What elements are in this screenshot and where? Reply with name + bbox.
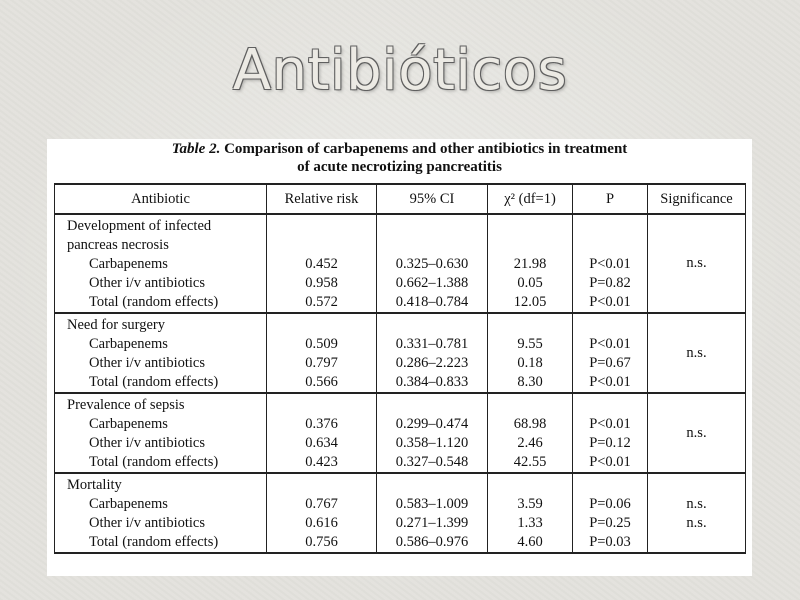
relative-risk-value: 0.509	[305, 336, 338, 352]
chi-square-value: 2.46	[517, 435, 543, 451]
spacer	[488, 236, 572, 255]
spacer	[488, 217, 572, 236]
confidence-interval-value: 0.586–0.976	[395, 534, 469, 550]
p-value-value: P=0.03	[589, 534, 631, 550]
relative-risk-value: 0.767	[305, 496, 338, 512]
confidence-interval-cell	[377, 313, 488, 393]
antibiotic-name: Total (random effects)	[89, 534, 219, 550]
antibiotic-name: Other i/v antibiotics	[89, 515, 205, 531]
p-value-value: P=0.25	[589, 515, 631, 531]
spacer	[377, 236, 487, 255]
caption-label: Table 2.	[171, 141, 221, 157]
group-title: Prevalence of sepsis	[67, 397, 185, 413]
antibiotic-cell	[55, 393, 267, 473]
spacer	[267, 476, 376, 495]
p-value-value: P=0.82	[589, 275, 631, 291]
confidence-interval-value: 0.418–0.784	[395, 294, 469, 310]
antibiotic-name: Total (random effects)	[89, 454, 219, 470]
chi-square-cell	[488, 393, 573, 473]
chi-square-value: 12.05	[513, 294, 547, 310]
p-value-value: P<0.01	[589, 454, 631, 470]
confidence-interval-value: 0.583–1.009	[395, 496, 469, 512]
p-value-value: P=0.67	[589, 355, 631, 371]
confidence-interval-value: 0.327–0.548	[395, 454, 469, 470]
spacer	[573, 476, 647, 495]
chi-square-lines	[488, 394, 572, 472]
antibiotic-name: Other i/v antibiotics	[89, 355, 205, 371]
p-value-value: P<0.01	[589, 374, 631, 390]
spacer	[488, 316, 572, 335]
antibiotic-name: Carbapenems	[89, 336, 168, 352]
relative-risk-lines	[267, 394, 376, 472]
confidence-interval-cell	[377, 214, 488, 313]
table-row	[55, 313, 746, 393]
chi-square-lines	[488, 474, 572, 552]
relative-risk-cell	[267, 393, 377, 473]
p-value-lines	[573, 215, 647, 312]
significance-value: n.s.	[686, 496, 707, 512]
relative-risk-value: 0.572	[305, 294, 338, 310]
group-title: Development of infected	[67, 218, 212, 234]
spacer	[648, 476, 745, 495]
antibiotic-cell	[55, 214, 267, 313]
antibiotic-cell	[55, 473, 267, 553]
chi-square-value: 9.55	[517, 336, 543, 352]
table-body	[55, 214, 746, 553]
table-figure	[47, 139, 752, 576]
group-title: pancreas necrosis	[67, 237, 169, 253]
header-antibiotic: Antibiotic	[55, 184, 267, 214]
significance-cell	[648, 473, 746, 553]
p-value-value: P<0.01	[589, 416, 631, 432]
group-title: Need for surgery	[67, 317, 165, 333]
p-value-value: P=0.12	[589, 435, 631, 451]
confidence-interval-value: 0.286–2.223	[395, 355, 469, 371]
spacer	[573, 217, 647, 236]
spacer	[267, 236, 376, 255]
chi-square-value: 1.33	[517, 515, 543, 531]
confidence-interval-cell	[377, 473, 488, 553]
relative-risk-value: 0.634	[305, 435, 338, 451]
header-p: P	[573, 184, 648, 214]
header-relative-risk: Relative risk	[267, 184, 377, 214]
antibiotic-name: Other i/v antibiotics	[89, 435, 205, 451]
confidence-interval-cell	[377, 393, 488, 473]
chi-square-value: 68.98	[513, 416, 547, 432]
p-value-lines	[573, 474, 647, 552]
relative-risk-lines	[267, 314, 376, 392]
confidence-interval-value: 0.358–1.120	[395, 435, 469, 451]
p-value-lines	[573, 314, 647, 392]
confidence-interval-lines	[377, 474, 487, 552]
spacer	[377, 217, 487, 236]
spacer	[377, 396, 487, 415]
caption-text-1: Comparison of carbapenems and other antibiotics in treatment	[224, 141, 628, 157]
confidence-interval-value: 0.662–1.388	[395, 275, 469, 291]
chi-square-cell	[488, 473, 573, 553]
antibiotic-name: Carbapenems	[89, 256, 168, 272]
relative-risk-value: 0.566	[305, 374, 338, 390]
table-row	[55, 393, 746, 473]
p-value-value: P<0.01	[589, 256, 631, 272]
confidence-interval-value: 0.299–0.474	[395, 416, 469, 432]
relative-risk-value: 0.797	[305, 355, 338, 371]
significance-cell	[648, 214, 746, 313]
antibiotic-name: Carbapenems	[89, 496, 168, 512]
relative-risk-value: 0.616	[305, 515, 338, 531]
relative-risk-cell	[267, 473, 377, 553]
chi-square-value: 0.05	[517, 275, 543, 291]
antibiotic-lines	[55, 474, 266, 552]
antibiotic-name: Carbapenems	[89, 416, 168, 432]
header-ci: 95% CI	[377, 184, 488, 214]
antibiotic-lines	[55, 215, 266, 312]
spacer	[267, 217, 376, 236]
confidence-interval-value: 0.331–0.781	[395, 336, 469, 352]
relative-risk-cell	[267, 313, 377, 393]
antibiotic-name: Other i/v antibiotics	[89, 275, 205, 291]
spacer	[573, 236, 647, 255]
significance-cell	[648, 393, 746, 473]
confidence-interval-value: 0.271–1.399	[395, 515, 469, 531]
antibiotic-lines	[55, 314, 266, 392]
chi-square-value: 0.18	[517, 355, 543, 371]
table-caption	[47, 140, 752, 176]
significance-value: n.s.	[686, 515, 707, 531]
confidence-interval-lines	[377, 394, 487, 472]
chi-square-value: 3.59	[517, 496, 543, 512]
chi-square-lines	[488, 215, 572, 312]
antibiotic-lines	[55, 394, 266, 472]
confidence-interval-value: 0.325–0.630	[395, 256, 469, 272]
table-row	[55, 473, 746, 553]
antibiotic-name: Total (random effects)	[89, 374, 219, 390]
chi-square-value: 4.60	[517, 534, 543, 550]
relative-risk-value: 0.423	[305, 454, 338, 470]
spacer	[267, 396, 376, 415]
antibiotic-name: Total (random effects)	[89, 294, 219, 310]
chi-square-cell	[488, 214, 573, 313]
spacer	[377, 316, 487, 335]
significance-value: n.s.	[686, 255, 707, 271]
p-value-value: P=0.06	[589, 496, 631, 512]
relative-risk-value: 0.452	[305, 256, 338, 272]
chi-square-value: 8.30	[517, 374, 543, 390]
relative-risk-lines	[267, 215, 376, 312]
header-significance: Significance	[648, 184, 746, 214]
significance-value: n.s.	[686, 424, 707, 441]
table-header-row	[55, 184, 746, 214]
spacer	[488, 476, 572, 495]
comparison-table	[54, 183, 746, 554]
relative-risk-cell	[267, 214, 377, 313]
significance-lines	[648, 474, 745, 533]
significance-value: n.s.	[686, 344, 707, 361]
p-value-cell	[573, 393, 648, 473]
chi-square-cell	[488, 313, 573, 393]
p-value-cell	[573, 313, 648, 393]
p-value-lines	[573, 394, 647, 472]
confidence-interval-value: 0.384–0.833	[395, 374, 469, 390]
group-title: Mortality	[67, 477, 122, 493]
confidence-interval-lines	[377, 215, 487, 312]
slide-title: Antibióticos	[232, 38, 568, 103]
relative-risk-value: 0.756	[305, 534, 338, 550]
chi-square-value: 42.55	[513, 454, 547, 470]
antibiotic-cell	[55, 313, 267, 393]
caption-line-1	[47, 140, 752, 158]
p-value-value: P<0.01	[589, 294, 631, 310]
chi-square-lines	[488, 314, 572, 392]
spacer	[267, 316, 376, 335]
spacer	[573, 316, 647, 335]
p-value-value: P<0.01	[589, 336, 631, 352]
chi-square-value: 21.98	[513, 256, 547, 272]
relative-risk-value: 0.958	[305, 275, 338, 291]
relative-risk-value: 0.376	[305, 416, 338, 432]
p-value-cell	[573, 214, 648, 313]
p-value-cell	[573, 473, 648, 553]
table-row	[55, 214, 746, 313]
relative-risk-lines	[267, 474, 376, 552]
caption-line-2: of acute necrotizing pancreatitis	[297, 159, 502, 175]
header-chi-square: χ² (df=1)	[488, 184, 573, 214]
spacer	[488, 396, 572, 415]
spacer	[377, 476, 487, 495]
spacer	[573, 396, 647, 415]
significance-cell	[648, 313, 746, 393]
confidence-interval-lines	[377, 314, 487, 392]
